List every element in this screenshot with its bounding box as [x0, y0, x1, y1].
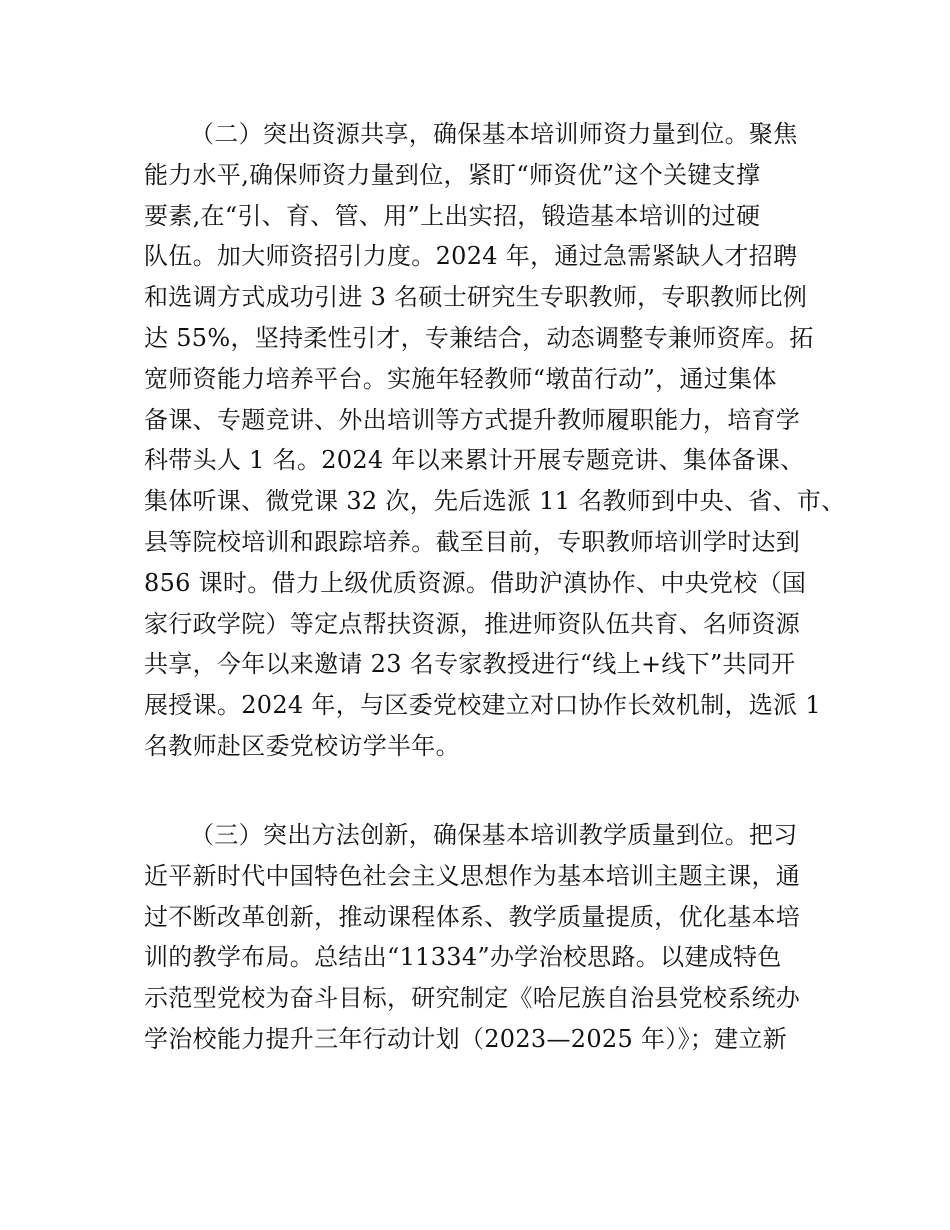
text-line: 学治校能力提升三年行动计划（2023—2025 年）》；建立新	[144, 1024, 788, 1053]
text-line: 备课、专题竞讲、外出培训等方式提升教师履职能力，培育学	[144, 405, 801, 434]
text-line: 家行政学院）等定点帮扶资源，推进师资队伍共育、名师资源	[144, 609, 801, 638]
text-line: 科带头人 1 名。2024 年以来累计开展专题竞讲、集体备课、	[144, 446, 805, 475]
text-line: 近平新时代中国特色社会主义思想作为基本培训主题主课，通	[144, 861, 801, 890]
text-line: 能力水平,确保师资力量到位，紧盯“师资优”这个关键支撑	[144, 160, 761, 189]
text-line: （二）突出资源共享，确保基本培训师资力量到位。聚焦	[190, 120, 798, 148]
text-line: 过不断改革创新，推动课程体系、教学质量提质，优化基本培	[144, 902, 801, 931]
text-line: 和选调方式成功引进 3 名硕士研究生专职教师，专职教师比例	[144, 283, 808, 312]
text-line: （三）突出方法创新，确保基本培训教学质量到位。把习	[190, 821, 798, 849]
text-line: 县等院校培训和跟踪培养。截至目前，专职教师培训学时达到	[144, 527, 801, 556]
text-line: 集体听课、微党课 32 次，先后选派 11 名教师到中央、省、市、	[144, 487, 846, 516]
text-line: 名教师赴区委党校访学半年。	[144, 731, 460, 760]
text-line: 要素,在“引、育、管、用”上出实招，锻造基本培训的过硬	[144, 201, 761, 230]
text-line: 队伍。加大师资招引力度。2024 年，通过急需紧缺人才招聘	[144, 242, 798, 271]
text-line: 训的教学布局。总结出“11334”办学治校思路。以建成特色	[144, 943, 782, 972]
text-line: 达 55%，坚持柔性引才，专兼结合，动态调整专兼师资库。拓	[144, 323, 814, 352]
text-line: 856 课时。借力上级优质资源。借助沪滇协作、中央党校（国	[144, 568, 807, 597]
text-line: 共享，今年以来邀请 23 名专家教授进行“线上+线下”共同开	[144, 650, 796, 679]
text-line: 展授课。2024 年，与区委党校建立对口协作长效机制，选派 1	[144, 691, 821, 720]
paragraph-section-3	[144, 815, 809, 1060]
text-line: 宽师资能力培养平台。实施年轻教师“墩苗行动”，通过集体	[144, 364, 777, 393]
text-line: 示范型党校为奋斗目标，研究制定《哈尼族自治县党校系统办	[144, 984, 801, 1013]
paragraph-section-2	[144, 114, 846, 767]
